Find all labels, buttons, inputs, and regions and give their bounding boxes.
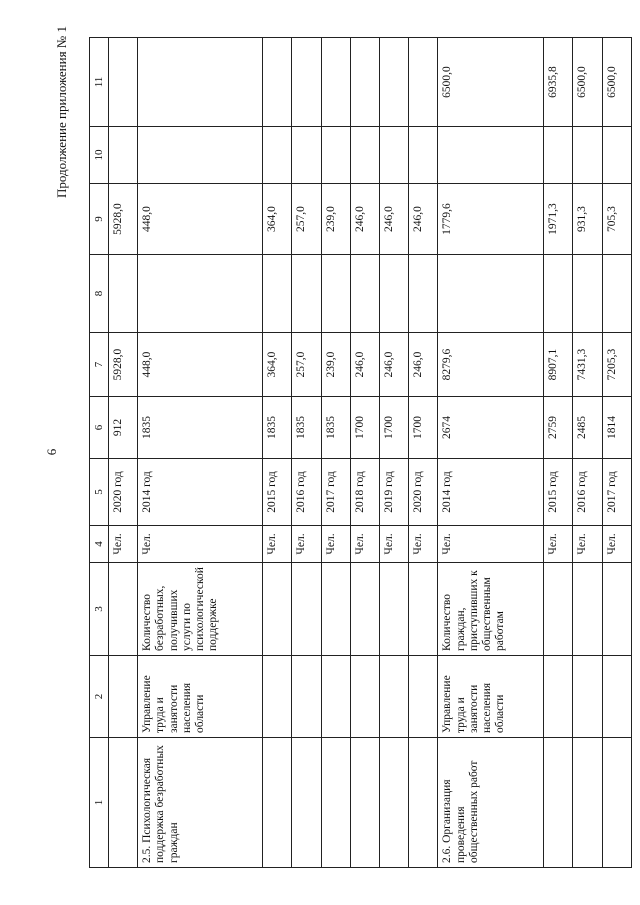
table-cell: 257,0 [292,184,321,255]
table-cell: 1971,3 [544,184,573,255]
table-cell [321,656,350,738]
table-cell [409,738,438,868]
table-cell: Чел. [138,526,263,563]
table-row [350,38,379,868]
table-cell: 246,0 [409,333,438,397]
table-cell [109,38,138,127]
table-cell: 239,0 [321,184,350,255]
table-cell: 2014 год [138,459,263,526]
table-cell: Чел. [321,526,350,563]
table-row [544,38,573,868]
table-cell [109,127,138,184]
table-cell: 1700 [380,397,409,459]
table-cell: 2014 год [438,459,544,526]
table-cell: Чел. [409,526,438,563]
header-cell: 4 [90,526,109,563]
table-cell [544,738,573,868]
table-cell: 2018 год [350,459,379,526]
table-cell [109,656,138,738]
table-cell: 2020 год [409,459,438,526]
table-cell: 1779,6 [438,184,544,255]
table-cell [350,255,379,333]
header-row [90,38,109,868]
table-cell: 5928,0 [109,184,138,255]
table-cell: 6935,8 [544,38,573,127]
table-cell: Чел. [438,526,544,563]
table-cell: 1835 [263,397,292,459]
table-cell [380,255,409,333]
table-cell [292,38,321,127]
table-cell: 8279,6 [438,333,544,397]
table-cell: 246,0 [380,333,409,397]
table-row [321,38,350,868]
table-cell [380,563,409,656]
appendix-label: Продолжение приложения № 1 [54,26,69,198]
data-table [89,37,632,868]
table-cell [292,738,321,868]
table-cell: 705,3 [602,184,631,255]
table-row [438,38,544,868]
table-cell [138,38,263,127]
header-cell: 8 [90,255,109,333]
table-cell: 246,0 [350,184,379,255]
table-cell: 7205,3 [602,333,631,397]
table-row [263,38,292,868]
table-cell [602,656,631,738]
table-cell: 246,0 [409,184,438,255]
table-cell [544,563,573,656]
table-cell [409,656,438,738]
table-cell [138,127,263,184]
table-cell [573,738,602,868]
table-cell [109,255,138,333]
table-cell: 448,0 [138,184,263,255]
table-cell [292,656,321,738]
table-cell [321,127,350,184]
table-cell: Чел. [544,526,573,563]
table-cell: 2017 год [602,459,631,526]
table-cell: 246,0 [350,333,379,397]
table-cell [263,738,292,868]
table-cell: 1814 [602,397,631,459]
table-cell [263,127,292,184]
table-cell: 6500,0 [573,38,602,127]
table-cell: 364,0 [263,333,292,397]
table-cell: 257,0 [292,333,321,397]
table-cell [292,563,321,656]
table-cell: 2674 [438,397,544,459]
table-cell: 2485 [573,397,602,459]
header-cell: 10 [90,127,109,184]
table-cell [263,255,292,333]
table-cell: 912 [109,397,138,459]
table-cell [321,563,350,656]
table-cell [380,38,409,127]
table-cell: 1835 [138,397,263,459]
table-cell [409,38,438,127]
table-cell: 2016 год [573,459,602,526]
table-row [409,38,438,868]
table-cell [602,255,631,333]
table-cell: 2.5. Психологическая поддержка безработных граждан [138,738,263,868]
table-cell [350,127,379,184]
table-cell: 2.6. Организация проведения общественных работ [438,738,544,868]
table-cell [350,563,379,656]
header-cell: 1 [90,738,109,868]
rotated-table-container [89,38,632,868]
table-cell: 2019 год [380,459,409,526]
table-cell: 6500,0 [438,38,544,127]
table-cell [380,127,409,184]
table-cell: 1700 [350,397,379,459]
table-cell: 448,0 [138,333,263,397]
table-cell [544,127,573,184]
table-row [380,38,409,868]
table-cell [138,255,263,333]
table-cell: 931,3 [573,184,602,255]
header-cell: 2 [90,656,109,738]
header-cell: 3 [90,563,109,656]
table-cell: 1835 [292,397,321,459]
table-cell [544,656,573,738]
table-cell: Чел. [380,526,409,563]
table-cell: Чел. [573,526,602,563]
table-cell: 2017 год [321,459,350,526]
table-cell: 2759 [544,397,573,459]
header-cell: 9 [90,184,109,255]
table-cell: 239,0 [321,333,350,397]
table-cell: Чел. [350,526,379,563]
table-cell [602,127,631,184]
table-cell [109,738,138,868]
table-cell [573,255,602,333]
table-cell [350,656,379,738]
table-cell [438,255,544,333]
table-cell [602,563,631,656]
table-cell: 2015 год [263,459,292,526]
table-cell [263,38,292,127]
table-row [602,38,631,868]
header-cell: 7 [90,333,109,397]
table-cell: Чел. [109,526,138,563]
table-cell [292,255,321,333]
table-cell: Управление труда и занятости населения области [438,656,544,738]
table-cell: 2015 год [544,459,573,526]
table-cell [544,255,573,333]
table-row [138,38,263,868]
table-cell [321,738,350,868]
table-cell: Количество граждан, приступивших к общественным работам [438,563,544,656]
table-cell: 1700 [409,397,438,459]
table-cell [380,656,409,738]
table-cell [602,738,631,868]
table-cell [573,563,602,656]
table-cell: 2016 год [292,459,321,526]
table-row [573,38,602,868]
table-cell [573,656,602,738]
table-cell [263,656,292,738]
table-cell: 364,0 [263,184,292,255]
table-cell: Управление труда и занятости населения области [138,656,263,738]
table-cell: 2020 год [109,459,138,526]
table-cell: 246,0 [380,184,409,255]
table-cell [321,255,350,333]
table-cell: 8907,1 [544,333,573,397]
table-cell: 5928,0 [109,333,138,397]
table-cell [350,738,379,868]
table-cell: 6500,0 [602,38,631,127]
table-cell: Чел. [263,526,292,563]
table-cell [438,127,544,184]
header-cell: 6 [90,397,109,459]
table-cell [573,127,602,184]
table-cell: Чел. [292,526,321,563]
table-row [109,38,138,868]
table-cell [263,563,292,656]
header-cell: 11 [90,38,109,127]
table-cell [409,127,438,184]
table-cell [321,38,350,127]
table-cell: 7431,3 [573,333,602,397]
table-cell [350,38,379,127]
page-number: 6 [44,448,59,456]
table-cell: Чел. [602,526,631,563]
table-row [292,38,321,868]
table-cell [409,255,438,333]
table-cell [380,738,409,868]
table-cell [292,127,321,184]
table-cell: 1835 [321,397,350,459]
table-cell: Количество безработных, получивших услуги по психологической поддержке [138,563,263,656]
table-body [109,38,632,868]
table-cell [109,563,138,656]
table-cell [409,563,438,656]
header-cell: 5 [90,459,109,526]
